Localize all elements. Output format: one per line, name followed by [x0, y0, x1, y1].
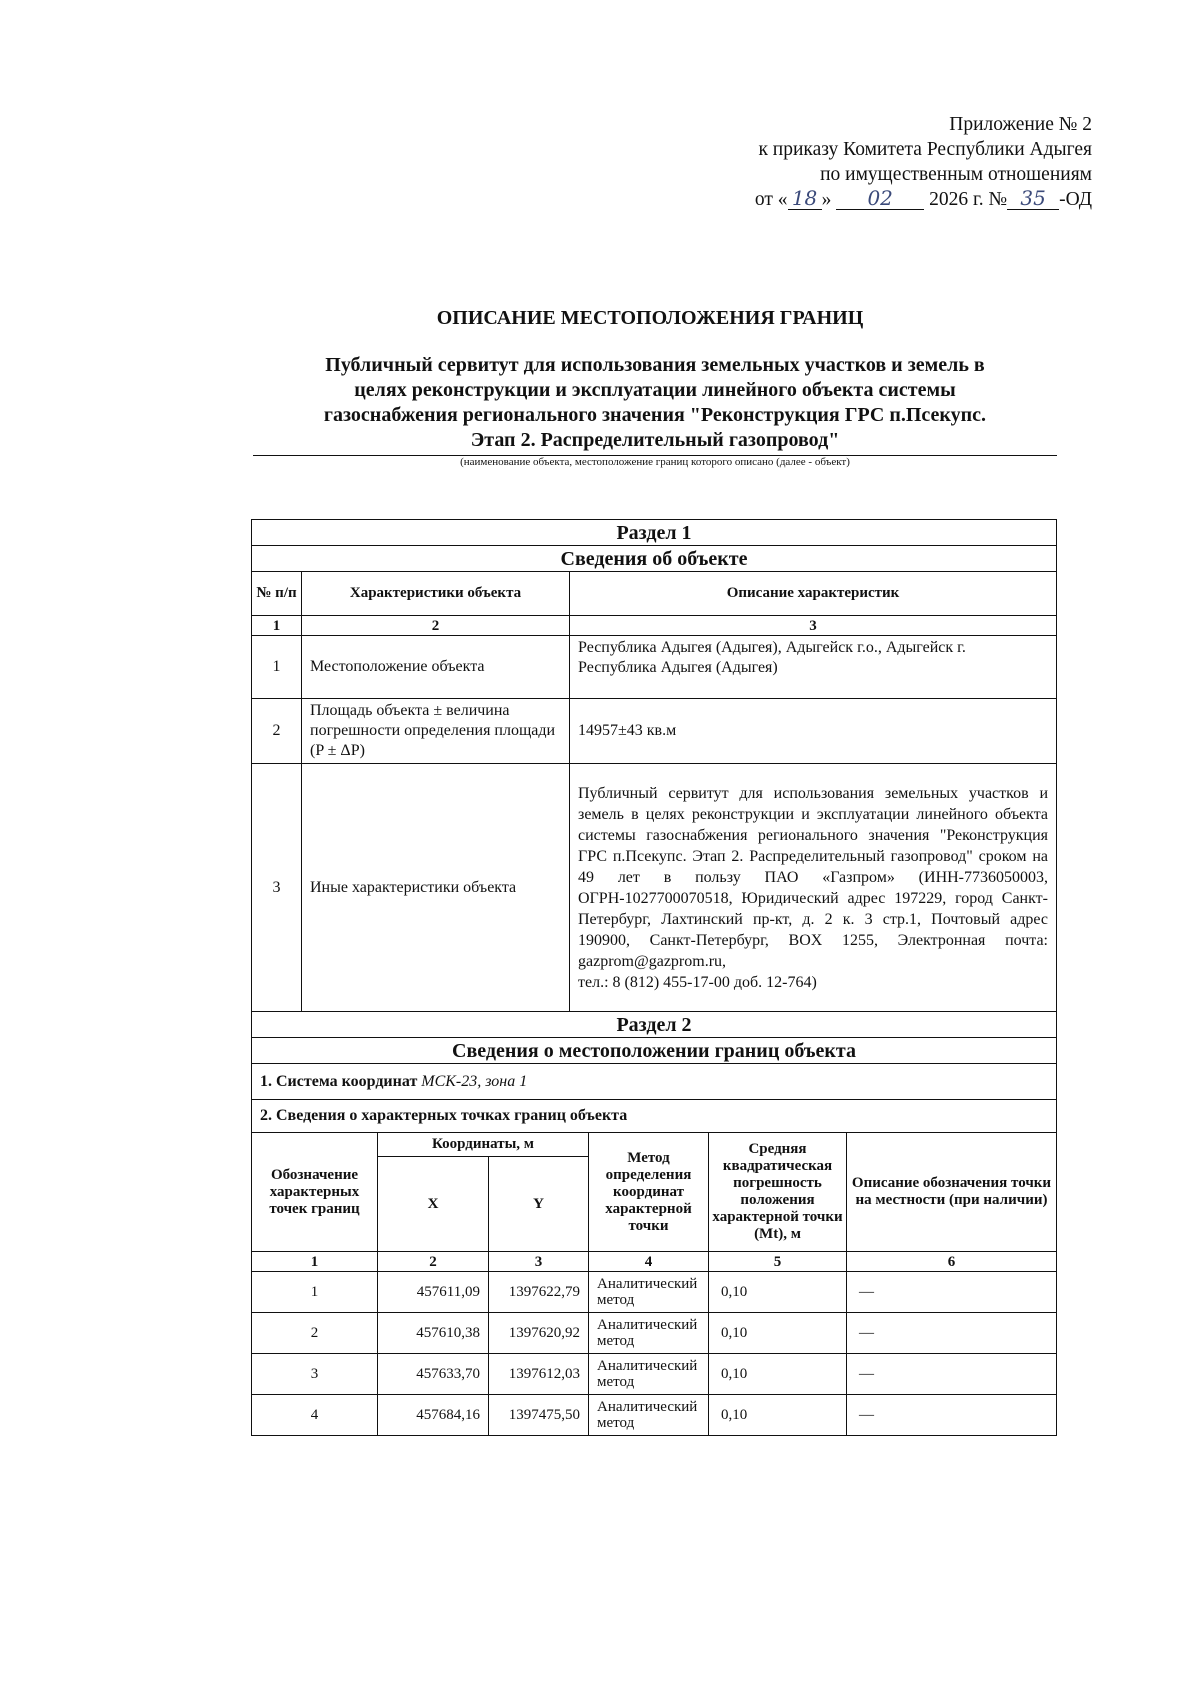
- coordinate-system: [252, 1064, 1057, 1100]
- characteristic-name: Площадь объекта ± величина погрешности определения площади (P ± ΔP): [302, 699, 570, 764]
- header-characteristics: Характеристики объекта: [302, 572, 570, 616]
- handwritten-order-number: 35: [1007, 187, 1059, 210]
- table-row: [252, 764, 1057, 1012]
- column-index: 4: [589, 1252, 709, 1272]
- column-index: 5: [709, 1252, 847, 1272]
- point-y: 1397612,03: [489, 1354, 589, 1395]
- table-row: [252, 1272, 1057, 1313]
- points-caption: [252, 1100, 1057, 1133]
- point-error: 0,10: [709, 1395, 847, 1436]
- appendix-committee: по имущественным отношениям: [820, 164, 1092, 185]
- point-description: —: [847, 1395, 1057, 1436]
- object-name-line-4: Этап 2. Распределительный газопровод": [470, 429, 840, 451]
- point-id: 2: [252, 1313, 378, 1354]
- table-row: [252, 699, 1057, 764]
- section-1-table: [251, 519, 1057, 1133]
- column-index: 3: [489, 1252, 589, 1272]
- date-prefix: от «: [754, 189, 788, 210]
- row-number: 2: [252, 699, 302, 764]
- column-index: 1: [252, 1252, 378, 1272]
- point-description: —: [847, 1354, 1057, 1395]
- point-method: Аналитический метод: [589, 1395, 709, 1436]
- point-id: 4: [252, 1395, 378, 1436]
- other-characteristics-text: Публичный сервитут для использования земельных участков и земель в целях реконструкции и эксплуатации линейного объекта системы газоснабжения регионального значения "Реконструкция ГРС п.Псекупс. Этап 2. Распределительный газопровод" сроком на 49 лет в пользу ПАО «Газпром» (ИНН-7736050003, ОГРН-1027700070518, Юридический адрес 197229, город Санкт-Петербург, Лахтинский пр-кт, д. 2 к. 3 стр.1, Почтовый адрес 190900, Санкт-Петербург, BOX 1255, Электронная почта: gazprom@gazprom.ru,: [578, 784, 1048, 970]
- table-row: [252, 636, 1057, 699]
- section-2-subtitle: Сведения о местоположении границ объекта: [252, 1038, 1057, 1064]
- section-2-title: Раздел 2: [252, 1012, 1057, 1038]
- table-row: [252, 1354, 1057, 1395]
- appendix-number: Приложение № 2: [949, 114, 1092, 135]
- characteristic-name: Иные характеристики объекта: [302, 764, 570, 1012]
- point-error: 0,10: [709, 1354, 847, 1395]
- document-title: ОПИСАНИЕ МЕСТОПОЛОЖЕНИЯ ГРАНИЦ: [436, 307, 864, 329]
- appendix-header: [572, 112, 1092, 212]
- point-x: 457684,16: [378, 1395, 489, 1436]
- point-y: 1397620,92: [489, 1313, 589, 1354]
- characteristic-value: 14957±43 кв.м: [570, 699, 1057, 764]
- order-suffix: -ОД: [1059, 189, 1092, 210]
- point-method: Аналитический метод: [589, 1272, 709, 1313]
- point-method: Аналитический метод: [589, 1354, 709, 1395]
- section-1-subtitle: Сведения об объекте: [252, 546, 1057, 572]
- other-characteristics-phone: тел.: 8 (812) 455-17-00 доб. 12-764): [578, 973, 817, 991]
- row-number: 1: [252, 636, 302, 699]
- coordinate-system-value: МСК-23, зона 1: [421, 1072, 528, 1090]
- header-error: Средняя квадратическая погрешность положения характерной точки (Mt), м: [709, 1133, 847, 1252]
- row-number: 3: [252, 764, 302, 1012]
- coordinate-system-label: 1. Система координат: [260, 1072, 418, 1090]
- column-index: 2: [302, 616, 570, 636]
- point-description: —: [847, 1313, 1057, 1354]
- point-x: 457633,70: [378, 1354, 489, 1395]
- characteristic-value: Республика Адыгея (Адыгея), Адыгейск г.о., Адыгейск г. Республика Адыгея (Адыгея): [570, 636, 1057, 699]
- characteristic-value: [570, 764, 1057, 1012]
- point-x: 457610,38: [378, 1313, 489, 1354]
- header-num: № п/п: [252, 572, 302, 616]
- characteristic-name: Местоположение объекта: [302, 636, 570, 699]
- point-y: 1397622,79: [489, 1272, 589, 1313]
- points-caption-label: 2. Сведения о характерных точках границ объекта: [260, 1107, 628, 1124]
- point-error: 0,10: [709, 1272, 847, 1313]
- column-index: 2: [378, 1252, 489, 1272]
- header-point-description: Описание обозначения точки на местности (при наличии): [847, 1133, 1057, 1252]
- point-description: —: [847, 1272, 1057, 1313]
- point-y: 1397475,50: [489, 1395, 589, 1436]
- date-year: 2026 г. №: [929, 189, 1008, 210]
- header-designation: Обозначение характерных точек границ: [252, 1133, 378, 1252]
- point-id: 1: [252, 1272, 378, 1313]
- header-description: Описание характеристик: [570, 572, 1057, 616]
- column-index: 3: [570, 616, 1057, 636]
- column-index: 1: [252, 616, 302, 636]
- header-coordinates: Координаты, м: [378, 1133, 589, 1157]
- boundary-description-table: [251, 519, 1057, 1438]
- column-index: 6: [847, 1252, 1057, 1272]
- object-name-line-1: Публичный сервитут для использования земельных участков и земель в: [325, 354, 985, 376]
- header-x: X: [378, 1157, 489, 1252]
- point-error: 0,10: [709, 1313, 847, 1354]
- table-row: [252, 1313, 1057, 1354]
- handwritten-month: 02: [836, 187, 924, 210]
- handwritten-day: 18: [788, 187, 822, 210]
- object-name-line-3: газоснабжения регионального значения "Реконструкция ГРС п.Псекупс.: [323, 404, 987, 426]
- appendix-date-line: [572, 187, 1092, 212]
- header-y: Y: [489, 1157, 589, 1252]
- object-caption: (наименование объекта, местоположение границ которого описано (далее - объект): [460, 456, 850, 468]
- section-1-title: Раздел 1: [252, 520, 1057, 546]
- appendix-order: к приказу Комитета Республики Адыгея: [758, 139, 1092, 160]
- point-x: 457611,09: [378, 1272, 489, 1313]
- date-mid: »: [821, 189, 832, 210]
- table-row: [252, 1395, 1057, 1436]
- object-name: [253, 353, 1057, 453]
- points-table: [251, 1132, 1057, 1436]
- header-method: Метод определения координат характерной точки: [589, 1133, 709, 1252]
- object-name-line-2: целях реконструкции и эксплуатации линейного объекта системы: [354, 379, 956, 401]
- point-method: Аналитический метод: [589, 1313, 709, 1354]
- point-id: 3: [252, 1354, 378, 1395]
